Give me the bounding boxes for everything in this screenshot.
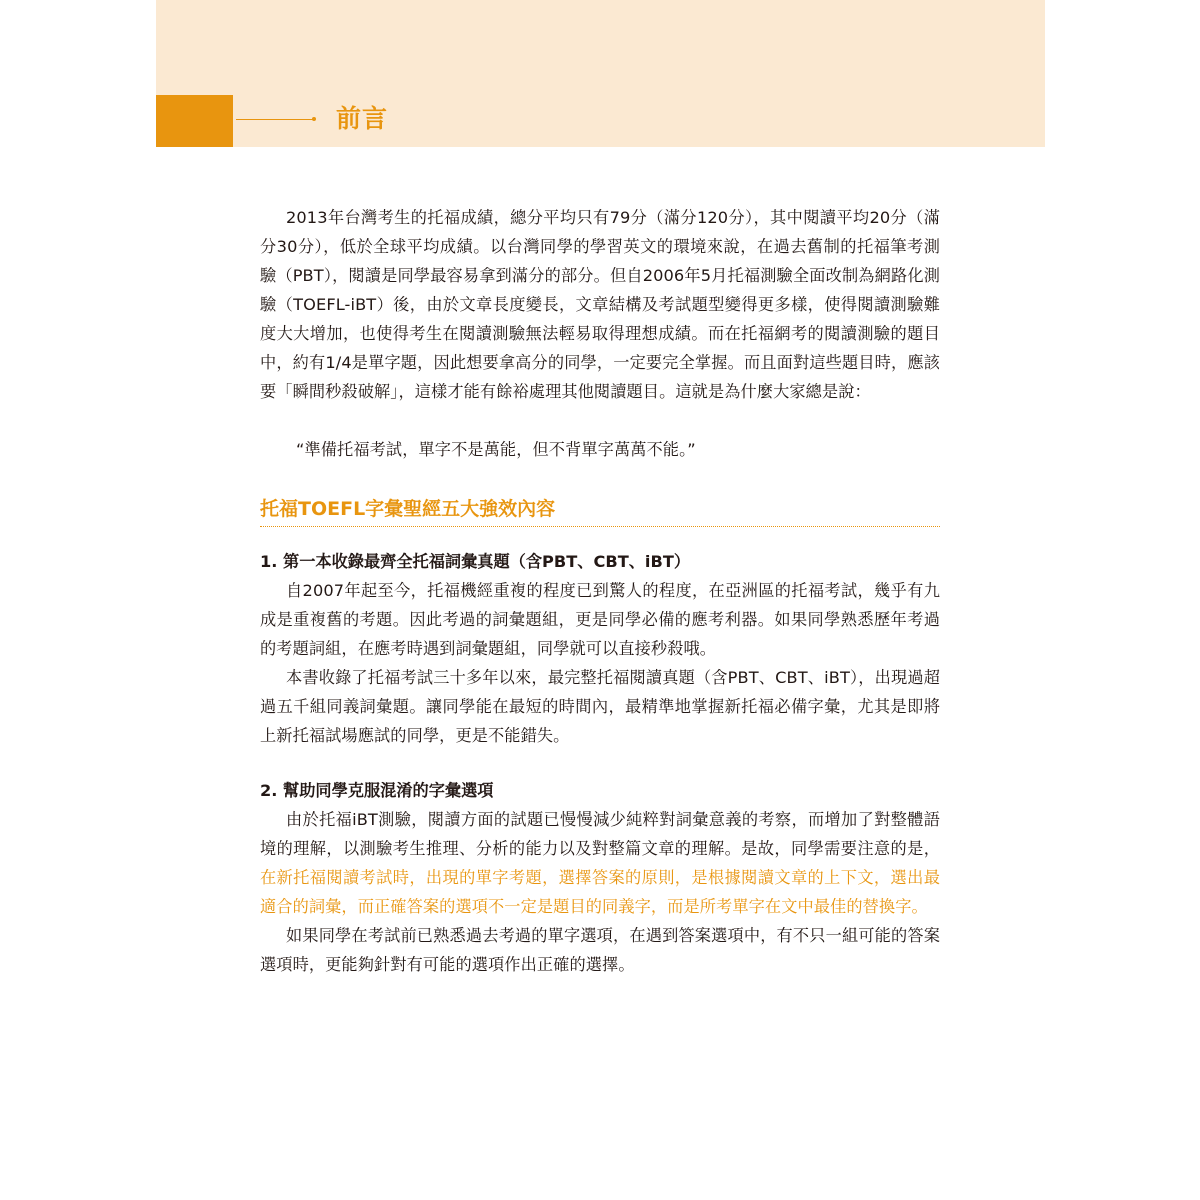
book-page bbox=[156, 0, 1045, 1200]
item2-heading: 2. 幫助同學克服混淆的字彙選項 bbox=[260, 781, 494, 800]
item2-paragraph-1-text: 由於托福iBT測驗，閱讀方面的試題已慢慢減少純粹對詞彙意義的考察，而增加了對整體語境的理解，以測驗考生推理、分析的能力以及對整篇文章的理解。是故，同學需要注意的是， bbox=[260, 810, 940, 858]
intro-quote: “準備托福考試，單字不是萬能，但不背單字萬萬不能。” bbox=[296, 440, 696, 459]
item2-paragraph-2: 如果同學在考試前已熟悉過去考過的單字選項，在遇到答案選項中，有不只一組可能的答案選項時，更能夠針對有可能的選項作出正確的選擇。 bbox=[260, 926, 940, 974]
page-content bbox=[260, 203, 940, 979]
item1-heading: 1. 第一本收錄最齊全托福詞彙真題（含PBT、CBT、iBT） bbox=[260, 552, 691, 571]
header-bullet-dot bbox=[312, 117, 316, 121]
page-title: 前言 bbox=[336, 104, 389, 133]
item2-highlight-text: 在新托福閱讀考試時，出現的單字考題，選擇答案的原則，是根據閱讀文章的上下文，選出最適合的詞彙，而正確答案的選項不一定是題目的同義字，而是所考單字在文中最佳的替換字。 bbox=[260, 868, 940, 916]
item1-paragraph-1: 自2007年起至今，托福機經重複的程度已到驚人的程度，在亞洲區的托福考試，幾乎有九成是重複舊的考題。因此考過的詞彙題組，更是同學必備的應考利器。如果同學熟悉歷年考過的考題詞組，在應考時遇到詞彙題組，同學就可以直接秒殺哦。 bbox=[260, 581, 940, 658]
header-rule-line bbox=[236, 119, 315, 120]
section-heading: 托福TOEFL字彙聖經五大強效內容 bbox=[260, 494, 940, 527]
intro-paragraph: 2013年台灣考生的托福成績，總分平均只有79分（滿分120分），其中閱讀平均20分（滿分30分），低於全球平均成績。以台灣同學的學習英文的環境來說，在過去舊制的托福筆考測驗（PBT），閱讀是同學最容易拿到滿分的部分。但自2006年5月托福測驗全面改制為網路化測驗（TOEFL-iBT）後，由於文章長度變長，文章結構及考試題型變得更多樣，使得閱讀測驗難度大大增加，也使得考生在閱讀測驗無法輕易取得理想成績。而在托福網考的閱讀測驗的題目中，約有1/4是單字題，因此想要拿高分的同學，一定要完全掌握。而且面對這些題目時，應該要「瞬間秒殺破解」，這樣才能有餘裕處理其他閱讀題目。這就是為什麼大家總是說： bbox=[260, 208, 940, 401]
header-band bbox=[156, 0, 1045, 147]
item2-paragraph-1 bbox=[260, 805, 940, 921]
header-accent-block bbox=[156, 95, 233, 147]
item1-paragraph-2: 本書收錄了托福考試三十多年以來，最完整托福閱讀真題（含PBT、CBT、iBT），出現過超過五千組同義詞彙題。讓同學能在最短的時間內，最精準地掌握新托福必備字彙，尤其是即將上新托福試場應試的同學，更是不能錯失。 bbox=[260, 668, 940, 745]
